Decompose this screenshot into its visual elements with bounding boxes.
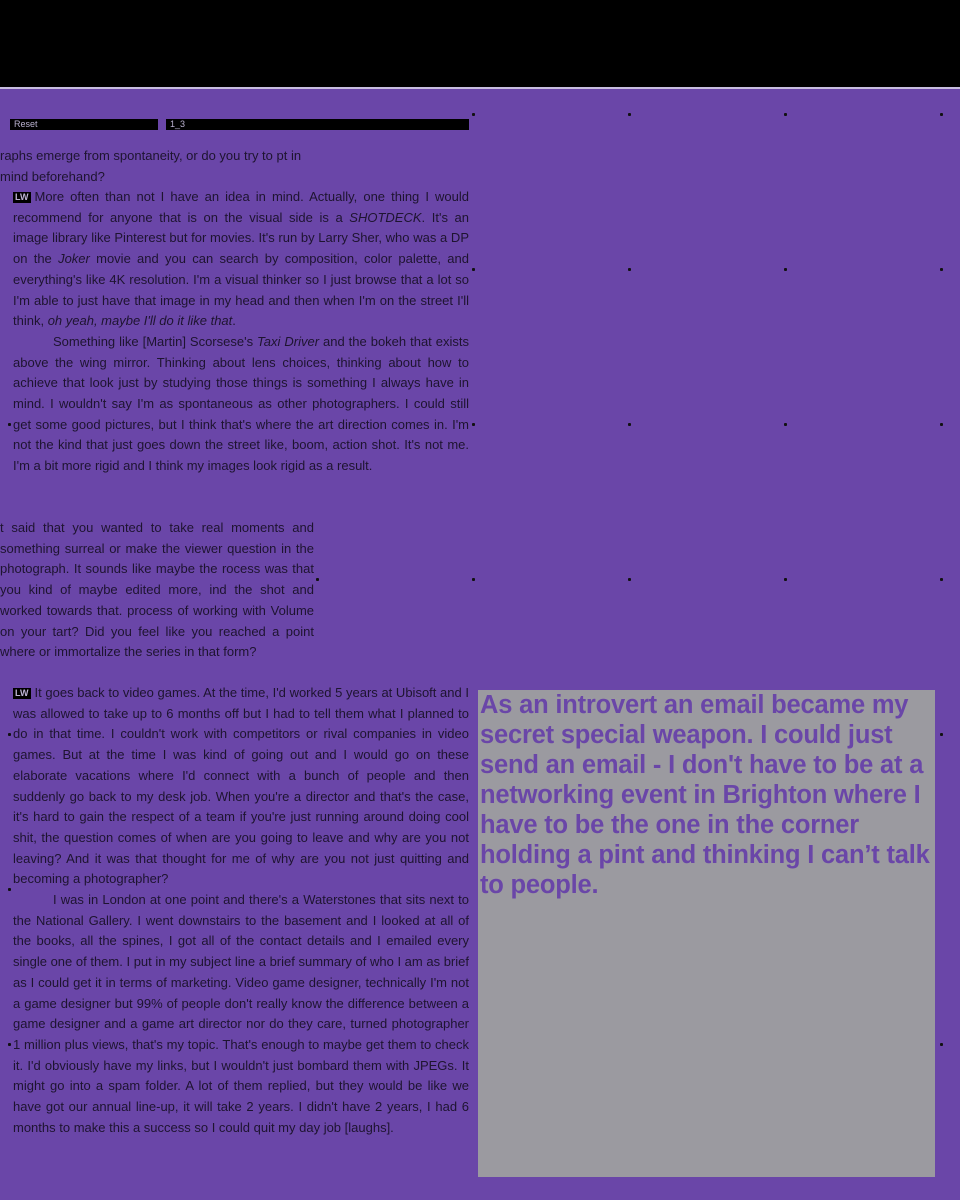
answer-1-paragraph-1: LW More often than not I have an idea in mind. Actually, one thing I would recommend for anyone that is on the visual side is a SHOTDECK. It's an image library like Pinterest but for movies. It's run by Larry Sher, who was a DP on the Joker movie and you can search by composition, color palette, and everything's like 4K resolution. I'm a visual thinker so I just browse that a lot so I'm able to just have that image in my head and then when I'm on the street I'll think, oh yeah, maybe I'll do it like that. — [13, 189, 469, 329]
grid-dot — [8, 1043, 11, 1046]
grid-dot — [940, 268, 943, 271]
answer-1 — [13, 187, 469, 477]
grid-dot — [784, 578, 787, 581]
grid-dot — [628, 268, 631, 271]
pull-quote-text: As an introvert an email became my secret special weapon. I could just send an email - I don't have to be at a networking event in Brighton where I have to be the one in the corner holding a pint and thinking I can’t talk to people. — [480, 691, 930, 899]
answer-2-paragraph-2: I was in London at one point and there's a Waterstones that sits next to the National Gallery. I went downstairs to the basement and I looked at all of the books, all the spines, I got all of the contact details and I emailed every single one of them. I put in my subject line a brief summary of who I am as brief as I could get it in terms of marketing. Video game designer, technically I'm not a game designer but 99% of people don't really know the difference between a game designer and a game art director nor do they care, turned photographer 1 million plus views, that's my topic. That's enough to maybe get them to check it. I'd obviously have my links, but I wouldn't just bombard them with JPEGs. It might go into a spam folder. A lot of them replied, but they would be like we have got our annual line-up, it will take 2 years. I didn't have 2 years, I had 6 months to make this a success so I could quit my day job [laughs]. — [13, 892, 469, 1135]
answer-2 — [13, 683, 469, 1138]
question-2: t said that you wanted to take real moments and something surreal or make the viewer question in the photograph. It sounds like maybe the rocess was that you kind of maybe edited more, ind the shot and worked towards that. process of working with Volume on your tart? Did you feel like you reached a point where or immortalize the series in that form? — [0, 520, 314, 660]
speaker-badge: LW — [15, 192, 29, 202]
grid-dot — [8, 888, 11, 891]
grid-dot — [472, 268, 475, 271]
grid-dot — [940, 578, 943, 581]
grid-dot — [8, 733, 11, 736]
page-indicator: 1_3 — [166, 119, 469, 130]
grid-dot — [628, 578, 631, 581]
grid-dot — [472, 578, 475, 581]
question-1: raphs emerge from spontaneity, or do you try to pt in mind beforehand? — [0, 148, 302, 184]
grid-dot — [628, 423, 631, 426]
grid-dot — [784, 113, 787, 116]
pull-quote-box — [478, 690, 935, 1177]
grid-dot — [472, 113, 475, 116]
grid-dot — [940, 733, 943, 736]
grid-dot — [940, 1043, 943, 1046]
grid-dot — [784, 268, 787, 271]
speaker-badge: LW — [15, 688, 29, 698]
top-black-bar — [0, 0, 960, 87]
article-page — [0, 89, 960, 1200]
grid-dot — [940, 113, 943, 116]
grid-dot — [316, 578, 319, 581]
grid-dot — [8, 423, 11, 426]
grid-dot — [940, 423, 943, 426]
answer-2-paragraph-1: LW It goes back to video games. At the time, I'd worked 5 years at Ubisoft and I was allowed to take up to 6 months off but I had to tell them what I planned to do in that time. I couldn't work with competitors or rival companies in video games. But at the time I was kind of going out and I would go on these elaborate vacations where I'd connect with a bunch of people and then suddenly go back to my desk job. When you're a director and that's the case, it's hard to gain the respect of a team if you're just running around doing cool shit, the question comes of when are you going to leave and why are you not leaving? And it was that thought for me of why are you not just quitting and becoming a photographer? — [13, 685, 469, 887]
answer-1-paragraph-2: Something like [Martin] Scorsese's Taxi Driver and the bokeh that exists above the wing mirror. Thinking about lens choices, thinking about how to achieve that look just by studying those things is something I always have in mind. I wouldn't say I'm as spontaneous as other photographers. I could still get some good pictures, but I think that's where the art direction comes in. I'm not the kind that just goes down the street like, boom, action shot. It's not me. I'm a bit more rigid and I think my images look rigid as a result. — [13, 333, 469, 474]
reset-button[interactable]: Reset — [10, 119, 158, 130]
grid-dot — [628, 113, 631, 116]
grid-dot — [472, 423, 475, 426]
grid-dot — [784, 423, 787, 426]
